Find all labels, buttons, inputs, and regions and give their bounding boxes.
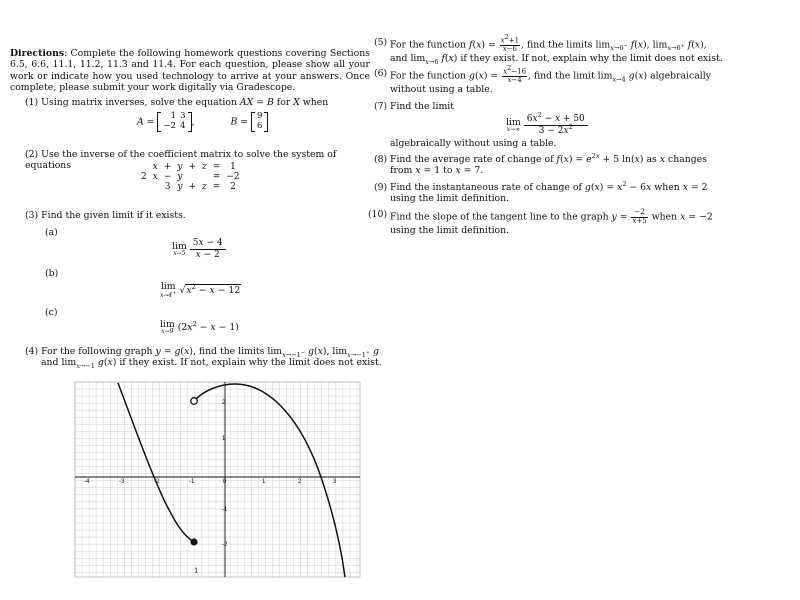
question-4-number: (4) — [25, 346, 39, 357]
x-tick-label: 3 — [333, 479, 337, 485]
question-5-text-a: For the function — [390, 39, 469, 51]
closed-point — [190, 538, 197, 545]
x-tick-label: -4 — [84, 479, 90, 485]
question-1-text-a: Using matrix inverses, solve the equation — [41, 97, 240, 108]
equation-rhs: 1 — [230, 162, 236, 172]
question-8-text-b: as — [643, 153, 660, 165]
open-point — [191, 398, 198, 405]
question-6: (6) For the function g(x) = $\frac{x2-16}{x-4}$ , find the limit $\lim_{x\to 4} g(x)$ algebraically without using a table. — [374, 64, 711, 96]
question-9-number: (9) — [374, 181, 388, 193]
question-2-number: (2) — [25, 149, 39, 160]
question-4-text-a: For the following graph — [41, 346, 156, 357]
question-9: (9) Find the instantaneous rate of change of $g(x) = x^2 - 6x$ when x = 2 using the limit definition. — [374, 179, 708, 204]
y-tick-label: 2 — [222, 400, 226, 406]
question-3-number: (3) — [25, 210, 39, 221]
question-3-text: Find the given limit if it exists. — [41, 210, 186, 221]
graph-frame — [75, 382, 360, 577]
x-tick-label: 0 — [223, 479, 227, 485]
equation-rhs: 2 — [230, 181, 236, 192]
question-4-text-b: , find the limits — [192, 346, 268, 357]
question-4-text-c: and — [41, 357, 62, 368]
question-3c-label: (c) — [45, 307, 58, 318]
question-7-number: (7) — [374, 100, 388, 112]
question-4-text-d: if they exist. If not, explain why the limit does not exist. — [116, 357, 382, 368]
matrix-a-cell: 3 — [180, 111, 186, 121]
directions — [10, 48, 370, 93]
question-5-text-d: if they exist. If not, explain why the limit does not exist. — [457, 53, 723, 65]
question-7-after: algebraically without using a table. — [390, 137, 557, 149]
graph-caption-number: 1 — [194, 567, 199, 575]
question-10: (10) Find the slope of the tangent line to the graph y = $\frac{-2}{x+5}$ when x = −2 using the limit definition. — [368, 208, 713, 236]
equation-system: x + y + z = 1 2 x − y = −2 3 y + z = 2 — [138, 163, 243, 193]
question-10-text-b: when — [648, 211, 681, 223]
curve-left-branch — [118, 383, 194, 542]
question-6-text-b: , find the limit — [528, 70, 598, 82]
question-3a-label: (a) — [45, 227, 58, 238]
question-6-text-c: algebraically without using a table. — [390, 70, 711, 96]
question-8-number: (8) — [374, 153, 388, 165]
matrix-a-cell: 4 — [180, 120, 186, 131]
question-9-text-a: Find the instantaneous rate of change of — [390, 181, 585, 193]
x-tick-label: -3 — [119, 479, 125, 485]
question-10-text-a: Find the slope of the tangent line to the graph — [390, 211, 612, 223]
y-tick-label: 1 — [222, 436, 226, 442]
x-tick-label: 1 — [262, 479, 266, 485]
x-tick-label: 2 — [298, 479, 302, 485]
equation-rhs: −2 — [226, 171, 240, 182]
question-8-text-a: Find the average rate of change of — [390, 153, 557, 165]
question-8: (8) Find the average rate of change of $f(x) = e^{2x} + 5$ ln(x) as x changes from x = 1 to x = 7. — [374, 151, 707, 177]
x-tick-labels — [84, 479, 337, 485]
question-8-text-c: changes from — [390, 153, 707, 177]
question-9-text-b: when — [651, 181, 683, 193]
graph-grid — [75, 382, 360, 577]
y-tick-label: -2 — [222, 542, 228, 548]
question-3b-label: (b) — [45, 268, 59, 279]
limit-expression-b: lim x→4+ $√x^2 - x - 12$ — [160, 281, 241, 300]
question-5-text-b: , find the limits — [521, 39, 596, 51]
question-4-line-2: and $\lim_{x\to-1} g(x)$ if they exist. If not, explain why the limit does not exist. — [41, 357, 382, 370]
question-1-text-b: for — [273, 97, 294, 108]
matrix-b-cell: 6 — [257, 120, 263, 131]
limit-expression-q7: lim x→∞ $\frac{6x^2 - x + 50}{3 - 2x^2}$ — [506, 114, 726, 138]
question-6-text-a: For the function — [390, 70, 469, 82]
matrix-b-cell: 9 — [257, 111, 263, 121]
matrix-a — [157, 112, 191, 132]
question-6-number: (6) — [374, 68, 388, 80]
question-1-matrices: A = 1 3 −2 4 , B = 9 6 — [137, 112, 268, 132]
y-tick-label: -1 — [222, 507, 228, 513]
x-tick-label: -2 — [154, 479, 160, 485]
limit-expression-a: lim x→5 $\frac{5x - 4}{x - 2}$ — [172, 238, 226, 262]
question-10-text-c: using the limit definition. — [390, 224, 510, 236]
question-9-text-c: using the limit definition. — [390, 192, 510, 204]
question-1-text-c: when — [299, 97, 329, 108]
matrix-b — [251, 112, 268, 132]
question-2-text: Use the inverse of the coefficient matrix to solve the system of equations — [25, 149, 337, 172]
question-10-number: (10) — [368, 209, 388, 221]
question-7 — [374, 101, 726, 112]
function-graph — [70, 380, 370, 580]
question-4: (4) For the following graph y = g(x), find the limits $\lim_{x\to-1^-} g(x)$, $\lim_{x\to-1^+} g$ — [25, 346, 379, 359]
question-1-number: (1) — [25, 97, 39, 108]
limit-expression-c: lim x→9 $(2x^2 - x - 1)$ — [160, 319, 239, 336]
matrix-a-cell: −2 — [163, 120, 177, 131]
graph-axes — [75, 382, 360, 577]
question-3 — [25, 210, 370, 221]
x-tick-label: -1 — [189, 479, 195, 485]
matrix-a-cell: 1 — [170, 111, 177, 121]
question-1: (1) Using matrix inverses, solve the equation AX = B for X when — [25, 97, 329, 108]
question-5-number: (5) — [374, 37, 388, 48]
question-8-text-d: to — [440, 165, 456, 177]
directions-text: : Complete the following homework questions covering Sections 6.5, 6.6, 11.1, 11.2, 11.3 and 11.4. For each question, please show all your work or indicate how you used technology to arrive at your answers. Once complete, please submit your work digitally via Gradescope. — [10, 48, 370, 93]
directions-label: Directions — [10, 48, 65, 59]
question-7-text: Find the limit — [390, 100, 454, 112]
question-5: (5) For the function f(x) = $\frac{x2+1}{x-6}$ , find the limits $\lim_{x\to 6^-} f(x)$, $\lim_{x\to 6^+} f(x)$, and $\lim_{x\to 6} f(x)$ if they exist. If not, explain why the limit does not exist. — [374, 33, 723, 66]
right-column — [368, 33, 726, 236]
question-5-text-c: , and — [390, 39, 707, 65]
